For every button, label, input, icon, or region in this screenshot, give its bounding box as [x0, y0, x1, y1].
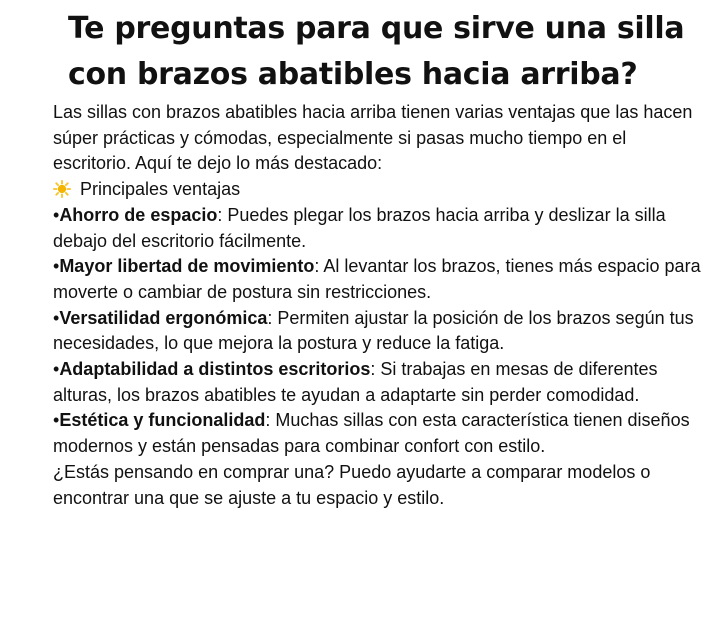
- advantage-term: Estética y funcionalidad: [59, 410, 266, 431]
- advantage-term: Ahorro de espacio: [59, 204, 218, 225]
- intro-paragraph: Las sillas con brazos abatibles hacia arriba tienen varias ventajas que las hacen súper prácticas y cómodas, especialmente si pasas mucho tiempo en el escritorio. Aquí te dejo lo más destacado:: [53, 102, 693, 174]
- list-item: [53, 357, 703, 408]
- list-item: [53, 254, 703, 305]
- section-heading-label: Principales ventajas: [80, 179, 241, 200]
- bullet: •: [53, 256, 60, 277]
- content-body: [53, 100, 703, 511]
- advantage-term: Versatilidad ergonómica: [59, 307, 268, 328]
- advantage-description: : Si trabajas en mesas de diferentes alturas, los brazos abatibles te ayudan a adaptarte sin perder comodidad.: [53, 359, 658, 405]
- advantage-description: : Permiten ajustar la posición de los brazos según tus necesidades, lo que mejora la postura y reduce la fatiga.: [53, 307, 694, 354]
- page-title: Te preguntas para que sirve una silla con brazos abatibles hacia arriba?: [68, 11, 685, 92]
- sun-icon: [53, 180, 71, 198]
- list-item: [53, 203, 703, 254]
- list-item: [53, 408, 703, 459]
- bullet: •: [53, 307, 60, 328]
- section-heading: [53, 177, 703, 203]
- advantage-description: : Al levantar los brazos, tienes más espacio para moverte o cambiar de postura sin restricciones.: [53, 256, 701, 302]
- bullet: •: [53, 410, 60, 431]
- list-item: [53, 306, 703, 357]
- bullet: •: [53, 204, 60, 225]
- closing-paragraph: ¿Estás pensando en comprar una? Puedo ayudarte a comparar modelos o encontrar una que se ajuste a tu espacio y estilo.: [53, 461, 651, 508]
- advantage-term: Mayor libertad de movimiento: [59, 256, 315, 277]
- bullet: •: [53, 359, 60, 380]
- advantage-description: : Muchas sillas con esta característica tienen diseños modernos y están pensadas para combinar confort con estilo.: [53, 410, 690, 457]
- advantage-term: Adaptabilidad a distintos escritorios: [59, 359, 371, 380]
- advantage-description: : Puedes plegar los brazos hacia arriba y deslizar la silla debajo del escritorio fácilmente.: [53, 204, 666, 251]
